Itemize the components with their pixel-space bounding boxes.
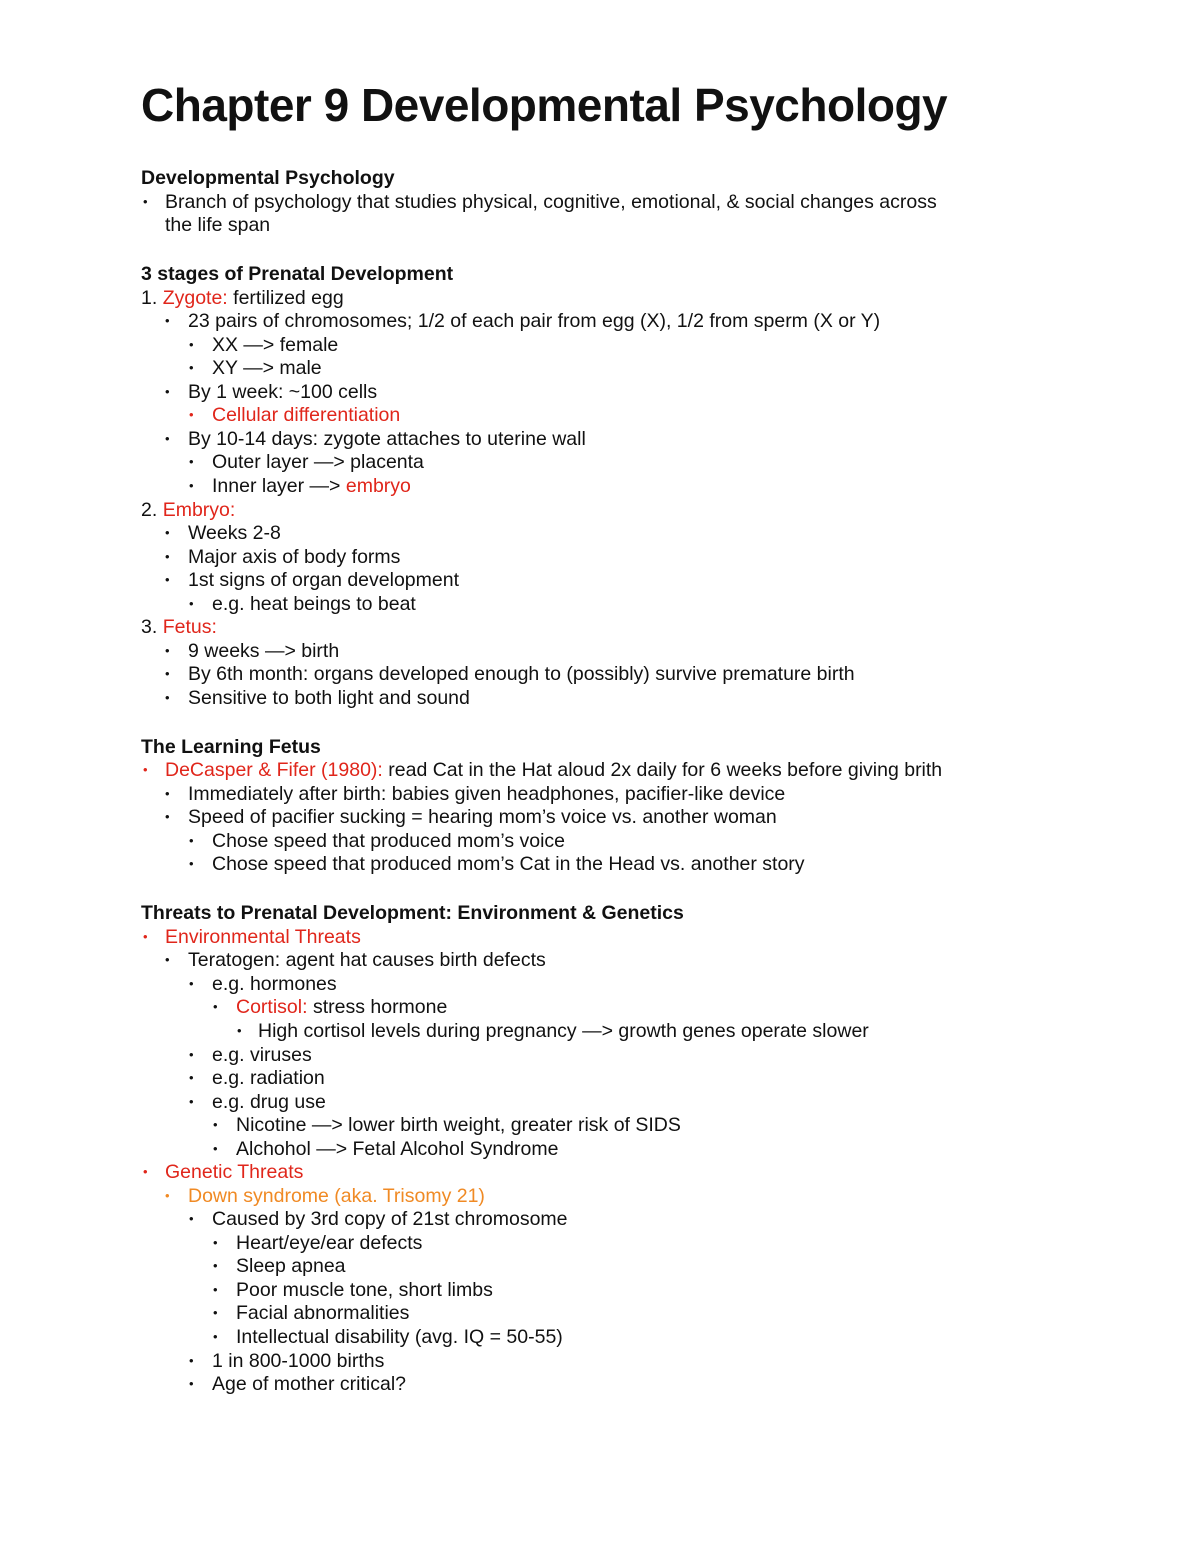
definition-line-1: Branch of psychology that studies physical, cognitive, emotional, & social changes across xyxy=(165,191,937,213)
bullet-icon: • xyxy=(165,525,170,540)
list-item: Outer layer —> placenta xyxy=(212,451,424,473)
bullet-icon: • xyxy=(143,762,148,777)
bullet-icon: • xyxy=(189,1094,194,1109)
bullet-icon: • xyxy=(189,407,194,422)
list-item: 1st signs of organ development xyxy=(188,569,460,591)
list-item: XX —> female xyxy=(212,334,339,356)
list-item: Teratogen: agent hat causes birth defects xyxy=(188,949,546,971)
list-item: e.g. hormones xyxy=(212,973,337,995)
bullet-icon: • xyxy=(189,1211,194,1226)
bullet-icon: • xyxy=(213,1329,218,1344)
list-item-fetus xyxy=(141,615,217,639)
bullet-icon: • xyxy=(237,1023,242,1038)
list-item: Immediately after birth: babies given headphones, pacifier-like device xyxy=(188,783,786,805)
list-item: 23 pairs of chromosomes; 1/2 of each pair from egg (X), 1/2 from sperm (X or Y) xyxy=(188,310,881,332)
list-item: Chose speed that produced mom’s voice xyxy=(212,830,566,852)
list-item: By 10-14 days: zygote attaches to uterine wall xyxy=(188,428,586,450)
bullet-icon: • xyxy=(189,856,194,871)
term-cortisol: Cortisol: xyxy=(236,996,308,1018)
bullet-icon: • xyxy=(213,1305,218,1320)
bullet-icon: • xyxy=(165,952,170,967)
list-number: 1. xyxy=(141,287,158,309)
bullet-icon: • xyxy=(189,596,194,611)
list-item: Sensitive to both light and sound xyxy=(188,687,470,709)
bullet-icon: • xyxy=(189,337,194,352)
list-item: Facial abnormalities xyxy=(236,1302,410,1324)
study-description: read Cat in the Hat aloud 2x daily for 6 weeks before giving brith xyxy=(382,759,943,781)
list-item-genetic-threats: Genetic Threats xyxy=(165,1161,304,1183)
list-number: 2. xyxy=(141,499,158,521)
section-heading-learning-fetus: The Learning Fetus xyxy=(141,736,321,758)
list-item: High cortisol levels during pregnancy —> growth genes operate slower xyxy=(258,1020,869,1042)
list-item: e.g. viruses xyxy=(212,1044,312,1066)
list-item: e.g. radiation xyxy=(212,1067,325,1089)
list-item: Nicotine —> lower birth weight, greater risk of SIDS xyxy=(236,1114,681,1136)
bullet-icon: • xyxy=(213,999,218,1014)
bullet-icon: • xyxy=(189,833,194,848)
list-item: e.g. heat beings to beat xyxy=(212,593,416,615)
bullet-icon: • xyxy=(165,313,170,328)
term-definition: stress hormone xyxy=(307,996,448,1018)
list-item-embryo xyxy=(141,498,235,522)
bullet-icon: • xyxy=(165,786,170,801)
list-item: e.g. drug use xyxy=(212,1091,326,1113)
list-item: Age of mother critical? xyxy=(212,1373,407,1395)
bullet-icon: • xyxy=(165,643,170,658)
bullet-icon: • xyxy=(213,1141,218,1156)
bullet-icon: • xyxy=(213,1235,218,1250)
bullet-icon: • xyxy=(165,809,170,824)
bullet-icon: • xyxy=(165,572,170,587)
list-item: By 6th month: organs developed enough to (possibly) survive premature birth xyxy=(188,663,855,685)
list-item: Chose speed that produced mom’s Cat in the Head vs. another story xyxy=(212,853,805,875)
bullet-icon: • xyxy=(143,1164,148,1179)
page-title: Chapter 9 Developmental Psychology xyxy=(141,79,948,131)
bullet-icon: • xyxy=(189,1047,194,1062)
study-citation: DeCasper & Fifer (1980): xyxy=(165,759,383,781)
list-item: Alchohol —> Fetal Alcohol Syndrome xyxy=(236,1138,559,1160)
list-item: Sleep apnea xyxy=(236,1255,346,1277)
section-heading-dev-psych: Developmental Psychology xyxy=(141,167,395,189)
bullet-icon: • xyxy=(189,1353,194,1368)
list-item-text: Inner layer —> xyxy=(212,475,346,497)
section-heading-prenatal: 3 stages of Prenatal Development xyxy=(141,263,454,285)
list-item: Weeks 2-8 xyxy=(188,522,281,544)
list-item: Major axis of body forms xyxy=(188,546,401,568)
list-item: Caused by 3rd copy of 21st chromosome xyxy=(212,1208,568,1230)
bullet-icon: • xyxy=(165,431,170,446)
bullet-icon: • xyxy=(189,1070,194,1085)
bullet-icon: • xyxy=(165,1188,170,1203)
bullet-icon: • xyxy=(213,1117,218,1132)
list-item xyxy=(212,474,411,498)
bullet-icon: • xyxy=(143,929,148,944)
list-item-study xyxy=(165,758,942,782)
term-embryo: embryo xyxy=(345,475,411,497)
list-item: Poor muscle tone, short limbs xyxy=(236,1279,493,1301)
bullet-icon: • xyxy=(165,666,170,681)
bullet-icon: • xyxy=(165,690,170,705)
bullet-icon: • xyxy=(189,976,194,991)
term-embryo-stage: Embryo: xyxy=(162,499,236,521)
list-item: 1 in 800-1000 births xyxy=(212,1350,385,1372)
definition-line-2: the life span xyxy=(165,214,271,236)
bullet-icon: • xyxy=(165,549,170,564)
list-item: Heart/eye/ear defects xyxy=(236,1232,423,1254)
bullet-icon: • xyxy=(189,454,194,469)
list-item-env-threats: Environmental Threats xyxy=(165,926,361,948)
bullet-icon: • xyxy=(189,478,194,493)
term-fetus: Fetus: xyxy=(162,616,217,638)
list-item: 9 weeks —> birth xyxy=(188,640,340,662)
bullet-icon: • xyxy=(189,360,194,375)
list-number: 3. xyxy=(141,616,158,638)
bullet-icon: • xyxy=(189,1376,194,1391)
list-item: Cellular differentiation xyxy=(212,404,401,426)
list-item-zygote xyxy=(141,286,344,310)
list-item-down-syndrome: Down syndrome (aka. Trisomy 21) xyxy=(188,1185,485,1207)
term-definition: fertilized egg xyxy=(227,287,344,309)
bullet-icon: • xyxy=(143,194,148,209)
bullet-icon: • xyxy=(165,384,170,399)
list-item: Intellectual disability (avg. IQ = 50-55) xyxy=(236,1326,563,1348)
bullet-icon: • xyxy=(213,1282,218,1297)
list-item-cortisol xyxy=(236,995,447,1019)
list-item: Speed of pacifier sucking = hearing mom’s voice vs. another woman xyxy=(188,806,777,828)
section-heading-threats: Threats to Prenatal Development: Environment & Genetics xyxy=(141,902,684,924)
term-zygote: Zygote: xyxy=(162,287,228,309)
bullet-icon: • xyxy=(213,1258,218,1273)
list-item: By 1 week: ~100 cells xyxy=(188,381,378,403)
list-item: XY —> male xyxy=(212,357,322,379)
